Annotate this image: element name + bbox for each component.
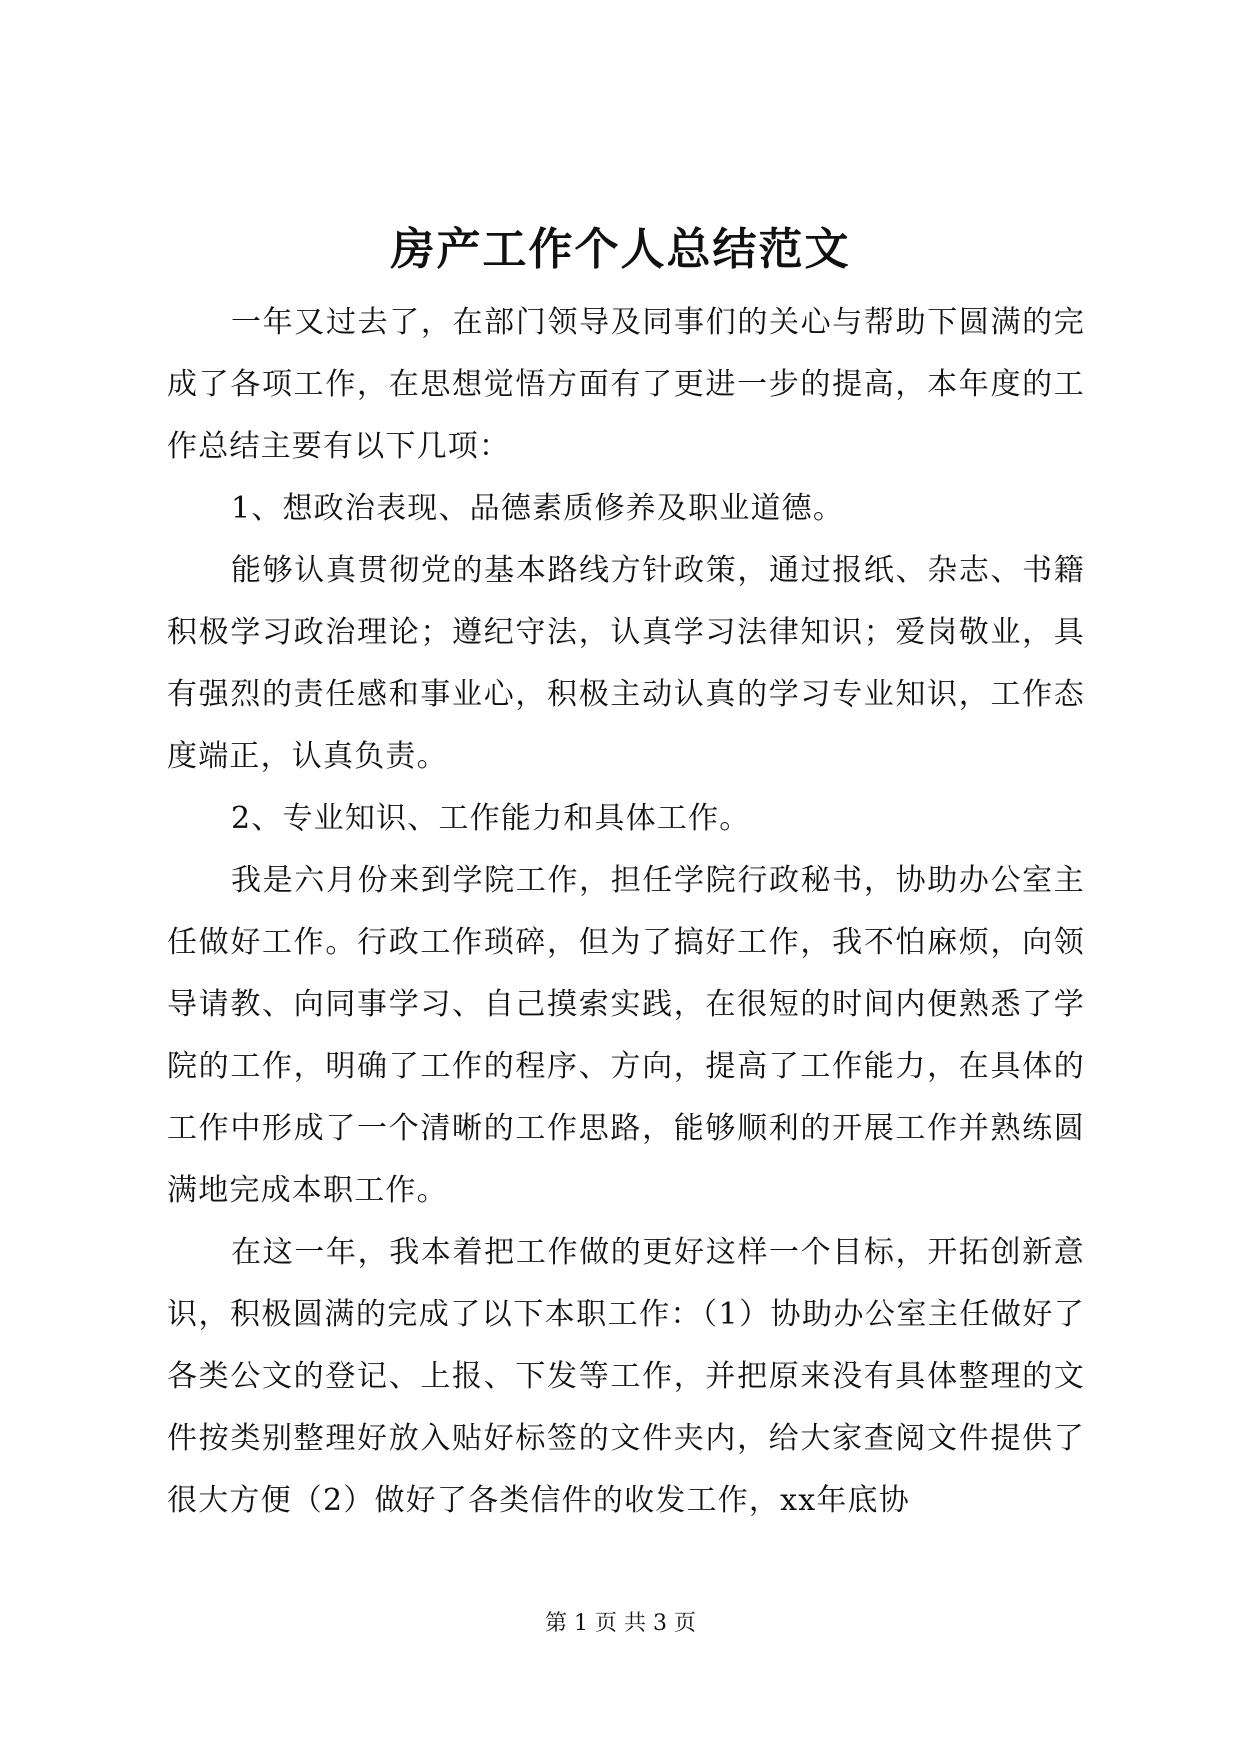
paragraph-annual-work: 在这一年，我本着把工作做的更好这样一个目标，开拓创新意识，积极圆满的完成了以下本职工作：（1）协助办公室主任做好了各类公文的登记、上报、下发等工作，并把原来没有具体整理的文件按类别整理好放入贴好标签的文件夹内，给大家查阅文件提供了很大方便（2）做好了各类信件的收发工作，xx年底协 bbox=[167, 1235, 1085, 1518]
section-heading-2: 2、专业知识、工作能力和具体工作。 bbox=[231, 801, 751, 836]
paragraph-work-ability: 我是六月份来到学院工作，担任学院行政秘书，协助办公室主任做好工作。行政工作琐碎，但为了搞好工作，我不怕麻烦，向领导请教、向同事学习、自己摸索实践，在很短的时间内便熟悉了学院的工作，明确了工作的程序、方向，提高了工作能力，在具体的工作中形成了一个清晰的工作思路，能够顺利的开展工作并熟练圆满地完成本职工作。 bbox=[167, 863, 1085, 1208]
paragraph-intro: 一年又过去了，在部门领导及同事们的关心与帮助下圆满的完成了各项工作，在思想觉悟方面有了更进一步的提高，本年度的工作总结主要有以下几项： bbox=[167, 305, 1085, 464]
document-title: 房产工作个人总结范文 bbox=[390, 224, 851, 275]
document-body bbox=[167, 292, 1085, 1532]
page-number-footer: 第 1 页 共 3 页 bbox=[545, 1611, 696, 1636]
paragraph-political-performance: 能够认真贯彻党的基本路线方针政策，通过报纸、杂志、书籍积极学习政治理论；遵纪守法，认真学习法律知识；爱岗敬业，具有强烈的责任感和事业心，积极主动认真的学习专业知识，工作态度端正，认真负责。 bbox=[167, 553, 1085, 774]
section-heading-1: 1、想政治表现、品德素质修养及职业道德。 bbox=[231, 491, 845, 526]
